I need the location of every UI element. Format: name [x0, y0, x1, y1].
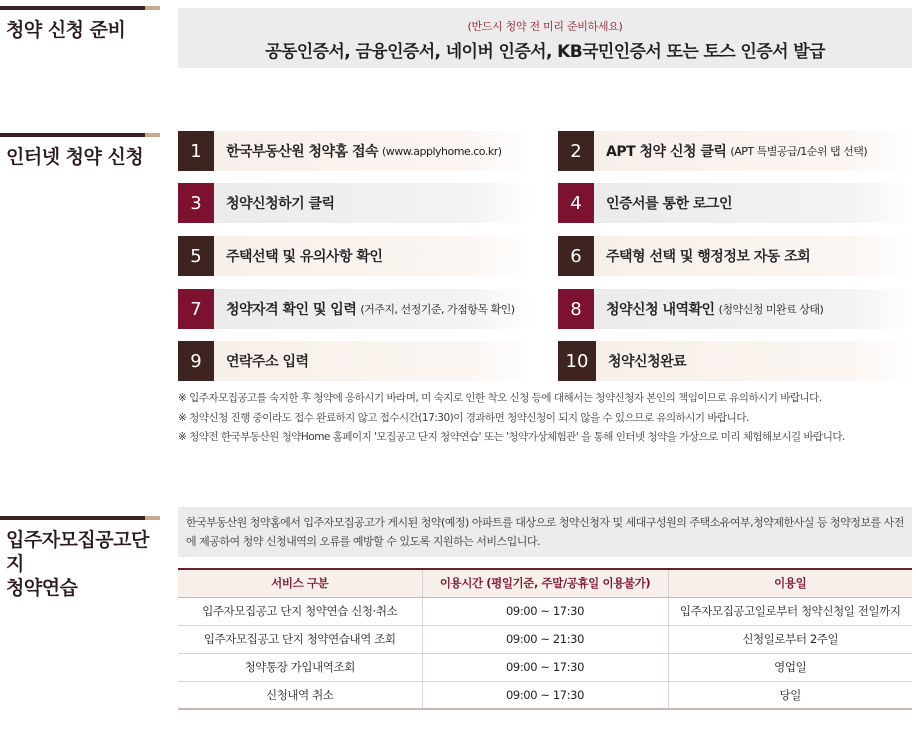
prep-box [178, 8, 912, 68]
table-cell: 입주자모집공고 단지 청약연습 신청·취소 [178, 597, 422, 625]
step-number: 10 [558, 341, 596, 381]
prep-note: (반드시 청약 전 미리 준비하세요) [467, 20, 623, 33]
step-number: 1 [178, 131, 214, 171]
step-sub: (www.applyhome.co.kr) [382, 144, 502, 158]
note-item: ※ 청약신청 진행 중이라도 접수 완료하지 않고 접수시간(17:30)이 경과하면 청약신청이 되지 않을 수 있으므로 유의하시기 바랍니다. [178, 411, 749, 424]
table-cell: 신청내역 취소 [178, 681, 422, 709]
step-7 [178, 289, 532, 329]
step-label: 연락주소 입력 [226, 354, 309, 370]
step-label: 인증서를 통한 로그인 [606, 196, 732, 212]
prep-main-text: 공동인증서, 금융인증서, 네이버 인증서, KB국민인증서 또는 토스 인증서 발급 [265, 42, 825, 62]
practice-description: 한국부동산원 청약홈에서 입주자모집공고가 게시된 청약(예정) 아파트를 대상으로 청약신청자 및 세대구성원의 주택소유여부,청약제한사실 등 청약정보를 사전에 제공하여 청약 신청내역의 오류를 예방할 수 있도록 지원하는 서비스입니다. [178, 507, 912, 557]
table-cell: 입주자모집공고일로부터 청약신청일 전일까지 [668, 597, 912, 625]
table-row [178, 653, 912, 681]
step-label: 주택선택 및 유의사항 확인 [226, 249, 383, 265]
step-10 [558, 341, 914, 381]
section-internet-label [0, 133, 160, 169]
section-practice-title-line2: 청약연습 [6, 577, 78, 599]
step-sub: (거주지, 선정기준, 가점항목 확인) [360, 303, 515, 316]
step-number: 5 [178, 236, 214, 276]
note-item: ※ 입주자모집공고를 숙지한 후 청약에 응하시기 바라며, 미 숙지로 인한 착오 신청 등에 대해서는 청약신청자 본인의 책임이므로 유의하시기 바랍니다. [178, 392, 822, 404]
table-row [178, 625, 912, 653]
table-header: 이용일 [668, 569, 912, 597]
notes-list [178, 389, 914, 448]
step-label: 청약신청하기 클릭 [226, 196, 335, 212]
step-label: 한국부동산원 청약홈 접속 [226, 144, 379, 160]
table-cell: 영업일 [668, 653, 912, 681]
step-sub: (APT 특별공급/1순위 탭 선택) [730, 145, 868, 158]
table-header: 이용시간 (평일기준, 주말/공휴일 이용불가) [422, 569, 668, 597]
table-cell: 입주자모집공고 단지 청약연습내역 조회 [178, 625, 422, 653]
step-5 [178, 236, 532, 276]
step-label: APT 청약 신청 클릭 [606, 144, 727, 160]
step-label: 주택형 선택 및 행정정보 자동 조회 [606, 249, 811, 265]
step-6 [558, 236, 914, 276]
step-1 [178, 131, 532, 171]
step-label: 청약자격 확인 및 입력 [226, 302, 357, 318]
table-cell: 09:00 ~ 21:30 [422, 625, 668, 653]
step-number: 4 [558, 183, 594, 223]
table-row [178, 597, 912, 625]
table-row [178, 681, 912, 709]
step-number: 8 [558, 289, 594, 329]
note-item: ※ 청약전 한국부동산원 청약Home 홈페이지 '모집공고 단지 청약연습' 또는 '청약가상체험관' 을 통해 인터넷 청약을 가상으로 미리 체험해보시길 바랍니다. [178, 431, 845, 443]
step-label: 청약신청 내역확인 [606, 302, 715, 318]
section-prep-title: 청약 신청 준비 [6, 19, 126, 41]
service-table [178, 568, 912, 710]
table-header: 서비스 구분 [178, 569, 422, 597]
step-label: 청약신청완료 [608, 354, 687, 370]
section-prep-label [0, 6, 160, 42]
table-cell: 당일 [668, 681, 912, 709]
step-number: 3 [178, 183, 214, 223]
table-cell: 청약통장 가입내역조회 [178, 653, 422, 681]
table-cell: 09:00 ~ 17:30 [422, 681, 668, 709]
section-bar [0, 516, 160, 520]
section-bar [0, 133, 160, 137]
step-8 [558, 289, 914, 329]
section-bar [0, 6, 160, 10]
step-number: 9 [178, 341, 214, 381]
section-practice-title-line1: 입주자모집공고단지 [6, 529, 149, 575]
step-number: 7 [178, 289, 214, 329]
table-cell: 09:00 ~ 17:30 [422, 597, 668, 625]
step-sub: (청약신청 미완료 상태) [718, 303, 824, 316]
table-cell: 신청일로부터 2주일 [668, 625, 912, 653]
table-cell: 09:00 ~ 17:30 [422, 653, 668, 681]
step-number: 6 [558, 236, 594, 276]
step-4 [558, 183, 914, 223]
step-number: 2 [558, 131, 594, 171]
step-2 [558, 131, 914, 171]
step-9 [178, 341, 532, 381]
table-header-row [178, 569, 912, 597]
step-3 [178, 183, 532, 223]
section-internet-title: 인터넷 청약 신청 [6, 146, 144, 168]
section-practice-label [0, 516, 160, 600]
